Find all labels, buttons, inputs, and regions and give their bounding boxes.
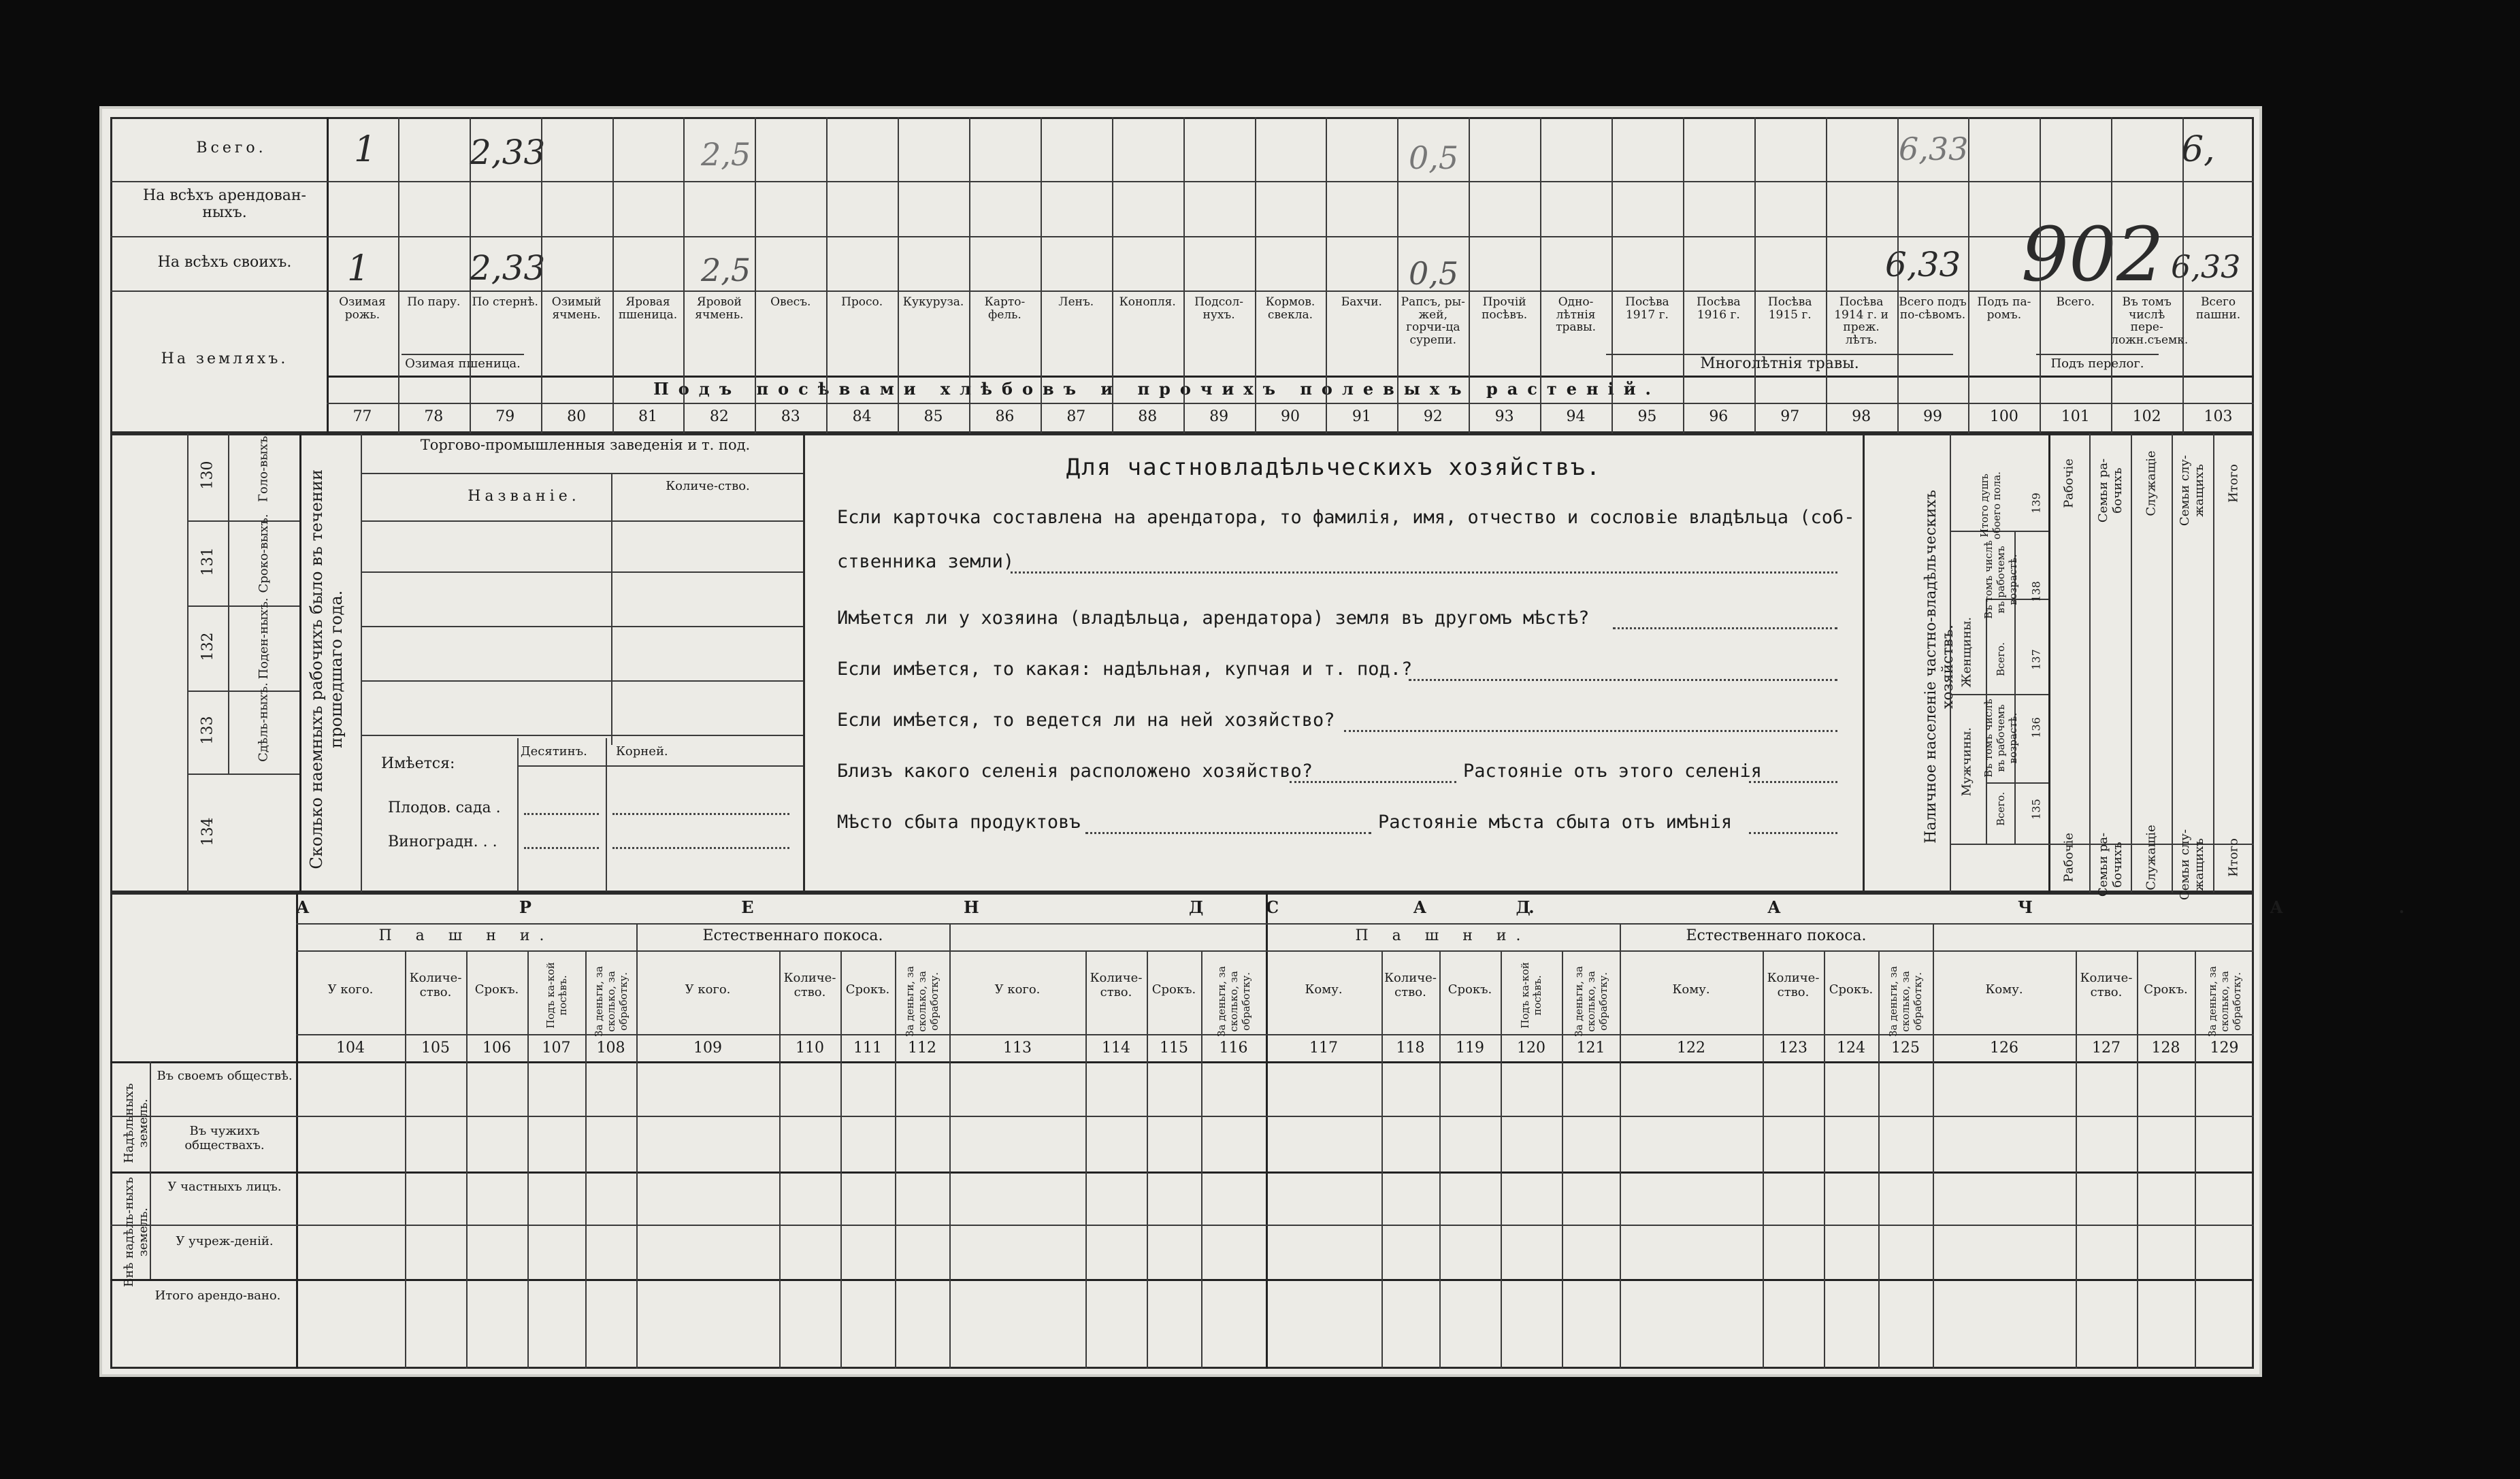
crop-col-num-90: 90 xyxy=(1280,408,1300,425)
lease-head-120: Подъ ка-кой посѣвъ. xyxy=(1519,962,1543,1029)
hw-total-103: 6, xyxy=(2181,129,2215,170)
col-divider xyxy=(1540,117,1541,433)
staff-head-0: Рабочіе xyxy=(2061,459,2076,508)
hired-workers-text: Сколько наемныхъ рабочихъ было въ течении прошедшаго года. xyxy=(307,469,346,869)
crop-col-label-81: Яровая пшеница. xyxy=(618,295,678,322)
col-divider xyxy=(1611,117,1613,433)
lease-head-116: За деньги, за сколько, за обработку. xyxy=(1215,966,1252,1037)
col-divider xyxy=(541,117,542,433)
lease-head-110: Количе-ство. xyxy=(783,971,836,999)
lease-num-113: 113 xyxy=(1003,1040,1032,1057)
lease-divider xyxy=(1501,950,1502,1369)
crop-col-label-99: Всего подъ по-сѣвомъ. xyxy=(1899,295,1967,322)
lease-num-108: 108 xyxy=(596,1040,625,1057)
hw-total-79: 2,33 xyxy=(470,133,546,172)
row-other-communities: Въ чужихъ обществахъ. xyxy=(184,1124,265,1152)
staff-divider xyxy=(2213,433,2214,893)
vineyard-label: Виноградн. . . xyxy=(388,833,497,850)
lease-divider xyxy=(1562,950,1563,1369)
lease-divider xyxy=(585,950,587,1369)
crop-col-label-95: Посѣва 1917 г. xyxy=(1625,295,1669,322)
crop-col-label-98: Посѣва 1914 г. и преж. лѣтъ. xyxy=(1834,295,1888,348)
lease-head-124: Срокъ. xyxy=(1829,982,1873,997)
crop-col-label-91: Бахчи. xyxy=(1341,295,1382,309)
lease-head-112: За деньги, за сколько, за обработку. xyxy=(904,966,940,1037)
group-pokos-sdacha: Естественнаго покоса. xyxy=(1686,927,1867,944)
mid-left-num-131: 131 xyxy=(199,547,216,576)
lease-num-115: 115 xyxy=(1160,1040,1188,1057)
crop-col-label-90: Кормов. свекла. xyxy=(1265,295,1315,322)
question-6b: Растояніе мѣста сбыта отъ имѣнія xyxy=(1378,812,1733,833)
lease-num-120: 120 xyxy=(1517,1040,1545,1057)
lease-num-127: 127 xyxy=(2092,1040,2121,1057)
women-total: Всего. xyxy=(1995,642,2007,676)
col-divider xyxy=(755,117,756,433)
korney-head: Корней. xyxy=(616,744,668,759)
col-divider xyxy=(1255,117,1256,433)
lease-num-129: 129 xyxy=(2210,1040,2239,1057)
crop-col-num-102: 102 xyxy=(2132,408,2161,425)
lease-divider xyxy=(895,950,896,1369)
crop-col-num-99: 99 xyxy=(1922,408,1942,425)
lease-divider xyxy=(2137,950,2138,1369)
col-divider xyxy=(1326,117,1327,433)
lease-num-126: 126 xyxy=(1990,1040,2018,1057)
crop-col-label-101: Всего. xyxy=(2056,295,2095,309)
lease-divider xyxy=(779,950,781,1369)
crop-col-num-91: 91 xyxy=(1352,408,1371,425)
sdacha-title: С Д А Ч А. xyxy=(1266,897,2520,917)
crop-col-label-92: Рапсъ, ры-жей, горчи-ца сурепи. xyxy=(1401,295,1465,348)
group-nadel: Надѣльныхъ земель. xyxy=(122,1083,150,1163)
arenda-title: А Р Е Н Д А. xyxy=(296,897,1637,917)
lease-head-111: Срокъ. xyxy=(845,982,890,997)
question-5b: Растояніе отъ этого селенія xyxy=(1463,761,1762,782)
crop-col-label-79: По стернѣ. xyxy=(472,295,538,309)
group-pashni-sdacha: П а ш н и. xyxy=(1355,927,1531,944)
group-pashni-arenda: П а ш н и. xyxy=(378,927,554,944)
col-divider xyxy=(1183,117,1185,433)
pop-num-135: 135 xyxy=(2029,799,2043,820)
hw-own-79: 2,33 xyxy=(470,248,546,288)
crop-col-num-85: 85 xyxy=(923,408,943,425)
lease-head-114: Количе-ство. xyxy=(1090,971,1143,999)
crop-col-label-96: Посѣва 1916 г. xyxy=(1697,295,1741,322)
crop-col-label-78: По пару. xyxy=(407,295,461,309)
men-total: Всего. xyxy=(1995,792,2007,826)
women-working: Въ томъ числѣ въ рабочемъ возрастѣ. xyxy=(1982,540,2019,619)
crop-col-num-81: 81 xyxy=(638,408,657,425)
col-divider xyxy=(1683,117,1684,433)
crop-col-label-86: Карто-фель. xyxy=(984,295,1026,322)
lease-head-105: Количе-ство. xyxy=(409,971,462,999)
lease-divider xyxy=(1381,950,1383,1369)
col-divider xyxy=(398,117,399,433)
population-label xyxy=(1922,446,1957,888)
lease-num-106: 106 xyxy=(482,1040,511,1057)
trade-qty-head: Количе-ство. xyxy=(666,479,750,493)
crop-col-label-77: Озимая рожь. xyxy=(339,295,386,322)
lease-num-121: 121 xyxy=(1576,1040,1605,1057)
col-divider xyxy=(683,117,685,433)
col-divider xyxy=(826,117,828,433)
lease-divider xyxy=(466,950,468,1369)
lease-num-124: 124 xyxy=(1837,1040,1865,1057)
crop-col-num-101: 101 xyxy=(2061,408,2090,425)
question-2: Имѣется ли у хозяина (владѣльца, арендатора) земля въ другомъ мѣстѣ? xyxy=(837,608,1590,629)
lease-divider xyxy=(1763,950,1764,1369)
pop-num-139: 139 xyxy=(2029,493,2043,514)
lease-num-128: 128 xyxy=(2151,1040,2180,1057)
mid-left-num-130: 130 xyxy=(199,461,216,490)
lease-num-123: 123 xyxy=(1779,1040,1807,1057)
staff-head-1: Семьи ра-бочихъ xyxy=(2095,458,2125,523)
row-private-persons: У частныхъ лицъ. xyxy=(167,1180,282,1194)
crops-banner: Подъ посѣвами хлѣбовъ и прочихъ полевыхъ растеній. xyxy=(653,379,1660,399)
hw-own-82: 2,5 xyxy=(701,252,751,288)
crop-col-num-78: 78 xyxy=(424,408,444,425)
crop-col-num-88: 88 xyxy=(1138,408,1158,425)
crop-col-label-88: Конопля. xyxy=(1119,295,1176,309)
col-divider xyxy=(2182,117,2184,433)
lease-num-109: 109 xyxy=(693,1040,722,1057)
staff-divider xyxy=(2089,433,2091,893)
staff-foot-4: Итого xyxy=(2226,838,2241,877)
lease-head-109: У кого. xyxy=(685,982,731,997)
pop-num-136: 136 xyxy=(2029,717,2043,738)
lease-num-105: 105 xyxy=(421,1040,450,1057)
crop-col-label-102: Въ томъ числѣ пере-ложн.съемк. xyxy=(2111,295,2189,348)
hw-own-103: 6,33 xyxy=(2171,248,2241,285)
census-card xyxy=(102,109,2520,1374)
desyatin-head: Десятинъ. xyxy=(521,744,587,759)
total-souls: Итого душъ обоего пола. xyxy=(1978,471,2003,539)
group-ozim-wheat: Озимая пшеница. xyxy=(405,356,521,371)
col-divider xyxy=(1897,117,1899,433)
hw-total-99: 6,33 xyxy=(1899,131,1969,167)
crop-col-label-89: Подсол-нухъ. xyxy=(1194,295,1243,322)
lease-head-125: За деньги, за сколько, за обработку. xyxy=(1887,966,1924,1037)
lease-head-121: За деньги, за сколько, за обработку. xyxy=(1572,966,1609,1037)
lease-num-118: 118 xyxy=(1396,1040,1425,1057)
hw-total-92: 0,5 xyxy=(1409,139,1459,176)
col-divider xyxy=(1041,117,1042,433)
crop-col-label-82: Яровой ячмень. xyxy=(695,295,744,322)
col-divider xyxy=(1968,117,1969,433)
question-6: Мѣсто сбыта продуктовъ xyxy=(837,812,1081,833)
staff-foot-0: Рабочіе xyxy=(2061,833,2076,882)
lease-num-111: 111 xyxy=(853,1040,882,1057)
row-label-lands: На земляхъ. xyxy=(161,350,289,367)
mid-left-label-133: Сдѣль-ныхъ. xyxy=(256,682,271,762)
col-divider xyxy=(1469,117,1470,433)
crop-col-num-95: 95 xyxy=(1637,408,1657,425)
group-fallow: Подъ перелог. xyxy=(2050,356,2144,371)
crop-col-num-89: 89 xyxy=(1209,408,1229,425)
lease-num-104: 104 xyxy=(336,1040,365,1057)
mid-left-label-130: Голо-выхъ. xyxy=(256,432,271,502)
staff-head-3: Семьи слу-жащихъ xyxy=(2178,454,2207,527)
private-title: Для частновладѣльческихъ хозяйствъ. xyxy=(1066,454,1602,481)
mid-left-label-132: Поден-ныхъ. xyxy=(256,597,271,679)
lease-divider xyxy=(1439,950,1441,1369)
crop-col-num-83: 83 xyxy=(781,408,800,425)
crop-col-label-83: Овесъ. xyxy=(770,295,811,309)
col-divider xyxy=(2111,117,2112,433)
staff-foot-2: Служащіе xyxy=(2144,825,2159,891)
lease-divider xyxy=(1878,950,1880,1369)
lease-head-115: Срокъ. xyxy=(1151,982,1196,997)
lease-divider xyxy=(2076,950,2077,1369)
group-perennial: Многолѣтнія травы. xyxy=(1700,355,1859,372)
mid-left-label-131: Сроко-выхъ. xyxy=(256,513,271,593)
lease-num-125: 125 xyxy=(1891,1040,1920,1057)
lease-divider xyxy=(840,950,842,1369)
col-divider xyxy=(1754,117,1756,433)
lease-head-122: Кому. xyxy=(1672,982,1710,997)
label-men: Мужчины. xyxy=(1959,727,1974,797)
crop-col-num-97: 97 xyxy=(1780,408,1800,425)
crop-col-label-85: Кукуруза. xyxy=(902,295,964,309)
question-4: Если имѣется, то ведется ли на ней хозяйство? xyxy=(837,710,1335,731)
mid-left-num-133: 133 xyxy=(199,716,216,745)
crop-col-label-84: Просо. xyxy=(841,295,883,309)
crop-col-num-94: 94 xyxy=(1566,408,1586,425)
question-1b: ственника земли) xyxy=(837,551,1015,572)
trade-header: Торгово-промышленныя заведенія и т. под. xyxy=(420,437,751,453)
row-label-total: Всего. xyxy=(196,139,267,156)
staff-divider xyxy=(2172,433,2173,893)
lease-head-129: За деньги, за сколько, за обработку. xyxy=(2206,966,2243,1037)
men-working: Въ томъ числѣ въ рабочемъ возрастѣ. xyxy=(1982,699,2019,778)
crop-col-num-96: 96 xyxy=(1709,408,1729,425)
row-institutions: У учреж-деній. xyxy=(176,1234,274,1248)
lease-head-106: Срокъ. xyxy=(474,982,519,997)
crop-col-num-100: 100 xyxy=(1989,408,2018,425)
crop-col-num-79: 79 xyxy=(495,408,515,425)
hw-own-99: 6,33 xyxy=(1885,245,1961,284)
has-label: Имѣется: xyxy=(381,755,455,772)
hw-own-77: 1 xyxy=(347,248,370,289)
crop-col-num-86: 86 xyxy=(995,408,1015,425)
row-total-rented: Итого арендо-вано. xyxy=(154,1289,281,1303)
population-text: Наличное населеніе частно-владѣльческихъ хозяйствъ. xyxy=(1922,490,1957,844)
lease-head-108: За деньги, за сколько, за обработку. xyxy=(592,966,629,1037)
pop-num-137: 137 xyxy=(2029,649,2043,670)
question-3: Если имѣется, то какая: надѣльная, купчая и т. под.? xyxy=(837,659,1413,680)
staff-foot-3: Семьи слу-жащихъ xyxy=(2178,829,2207,901)
lease-divider xyxy=(405,950,406,1369)
lease-divider xyxy=(1201,950,1202,1369)
lease-num-116: 116 xyxy=(1219,1040,1248,1057)
crop-col-num-80: 80 xyxy=(567,408,587,425)
crop-col-label-94: Одно-лѣтнія травы. xyxy=(1556,295,1597,335)
row-own-community: Въ своемъ обществѣ. xyxy=(157,1069,293,1083)
col-divider xyxy=(898,117,899,433)
pop-num-138: 138 xyxy=(2029,581,2043,602)
crop-col-num-93: 93 xyxy=(1494,408,1514,425)
question-5: Близъ какого селенія расположено хозяйство? xyxy=(837,761,1313,782)
col-divider xyxy=(470,117,471,433)
crop-col-label-97: Посѣва 1915 г. xyxy=(1767,295,1812,322)
hw-total-82: 2,5 xyxy=(701,136,751,173)
orchard-label: Плодов. сада . xyxy=(388,799,501,816)
lease-divider xyxy=(2195,950,2196,1369)
col-divider xyxy=(1826,117,1827,433)
lease-head-118: Количе-ство. xyxy=(1384,971,1437,999)
crop-col-label-93: Прочій посѣвъ. xyxy=(1482,295,1528,322)
staff-divider xyxy=(2131,433,2132,893)
col-divider xyxy=(612,117,614,433)
lease-divider xyxy=(1085,950,1087,1369)
mid-left-num-132: 132 xyxy=(199,632,216,661)
col-divider xyxy=(2040,117,2041,433)
hw-own-92: 0,5 xyxy=(1409,255,1459,292)
group-pokos-arenda: Естественнаго покоса. xyxy=(702,927,883,944)
hw-own-101: 902 xyxy=(2021,211,2164,298)
lease-num-112: 112 xyxy=(908,1040,936,1057)
lease-divider xyxy=(1824,950,1825,1369)
hw-total-77: 1 xyxy=(354,129,377,170)
lease-num-122: 122 xyxy=(1677,1040,1705,1057)
label-women: Женщины. xyxy=(1959,616,1974,688)
crop-col-label-80: Озимый ячмень. xyxy=(551,295,602,322)
mid-left-num-134: 134 xyxy=(199,817,216,846)
lease-num-114: 114 xyxy=(1102,1040,1130,1057)
lease-head-107: Подъ ка-кой посѣвъ. xyxy=(544,962,569,1029)
lease-num-107: 107 xyxy=(542,1040,571,1057)
row-label-own: На всѣхъ своихъ. xyxy=(157,254,292,271)
staff-foot-1: Семьи ра-бочихъ xyxy=(2095,832,2125,897)
lease-head-104: У кого. xyxy=(327,982,374,997)
question-1: Если карточка составлена на арендатора, то фамилія, имя, отчество и сословіе владѣльца (соб- xyxy=(837,507,1855,528)
lease-num-117: 117 xyxy=(1309,1040,1338,1057)
crop-col-num-82: 82 xyxy=(709,408,729,425)
col-divider xyxy=(969,117,970,433)
hired-workers-label xyxy=(307,448,346,891)
group-vne-nadel: Внѣ надѣль-ныхъ земель. xyxy=(122,1177,150,1287)
lease-head-123: Количе-ство. xyxy=(1767,971,1820,999)
crop-col-label-87: Ленъ. xyxy=(1058,295,1094,309)
col-divider xyxy=(1397,117,1398,433)
lease-num-110: 110 xyxy=(796,1040,824,1057)
crop-col-num-92: 92 xyxy=(1423,408,1443,425)
lease-divider xyxy=(527,950,529,1369)
staff-head-2: Служащіе xyxy=(2144,450,2159,516)
crop-col-num-84: 84 xyxy=(852,408,872,425)
lease-divider xyxy=(1147,950,1148,1369)
lease-head-117: Кому. xyxy=(1305,982,1343,997)
crop-col-label-100: Подъ па-ромъ. xyxy=(1977,295,2031,322)
crop-col-num-103: 103 xyxy=(2204,408,2233,425)
lease-head-113: У кого. xyxy=(994,982,1041,997)
lease-head-126: Кому. xyxy=(1985,982,2023,997)
crop-col-label-103: Всего пашни. xyxy=(2195,295,2241,322)
lease-head-128: Срокъ. xyxy=(2144,982,2188,997)
col-divider xyxy=(1112,117,1113,433)
crop-col-num-87: 87 xyxy=(1066,408,1086,425)
crop-col-num-77: 77 xyxy=(353,408,372,425)
crop-col-num-98: 98 xyxy=(1852,408,1871,425)
staff-head-4: Итого xyxy=(2226,464,2241,503)
lease-num-119: 119 xyxy=(1456,1040,1484,1057)
trade-name-head: Названіе. xyxy=(468,488,580,505)
lease-head-127: Количе-ство. xyxy=(2080,971,2133,999)
row-label-rented: На всѣхъ арендован-ныхъ. xyxy=(143,187,306,222)
lease-head-119: Срокъ. xyxy=(1447,982,1492,997)
